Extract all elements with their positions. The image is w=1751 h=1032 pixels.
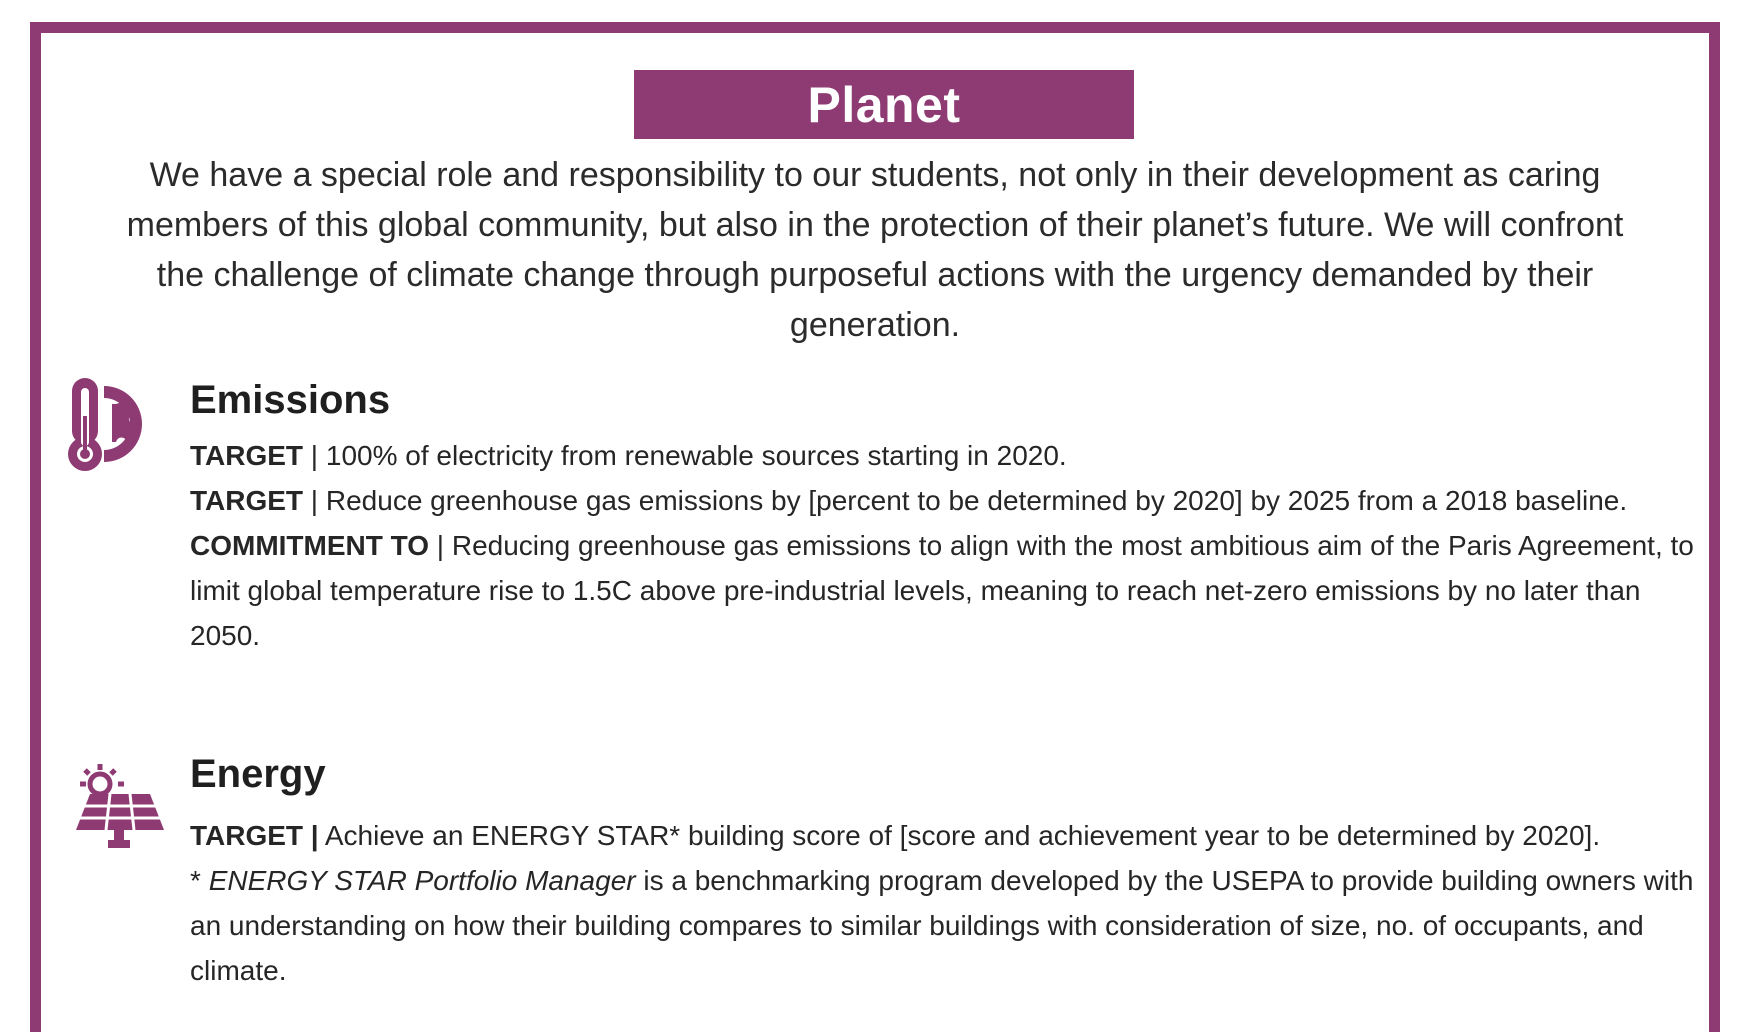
item-label: TARGET: [190, 485, 304, 516]
intro-paragraph: We have a special role and responsibility to our students, not only in their development as caring members of this global community, but also in the protection of their planet’s future. We will confront the challenge of climate change through purposeful actions with the urgency demanded by their generation.: [126, 156, 1624, 344]
item-text: Reducing greenhouse gas emissions to align with the most ambitious aim of the Paris Agreement, to limit global temperature rise to 1.5C above pre-industrial levels, meaning to reach net-zero emissions by no later than 2050.: [190, 530, 1694, 651]
item-separator: |: [303, 440, 326, 471]
footnote-emphasis: ENERGY STAR Portfolio Manager: [208, 865, 636, 896]
item-label: TARGET: [190, 440, 304, 471]
item-text: Reduce greenhouse gas emissions by [percent to be determined by 2020] by 2025 from a 2018 baseline.: [325, 485, 1628, 516]
list-item: [190, 433, 1700, 478]
section-title-energy: Energy: [190, 752, 326, 796]
footnote-text: is a benchmarking program developed by the USEPA to provide building owners with an understanding on how their building compares to similar buildings with consideration of size, no. of occupants, and climate.: [190, 865, 1694, 986]
footnote: [190, 858, 1700, 993]
item-text: Achieve an ENERGY STAR* building score of [score and achievement year to be determined by 2020].: [324, 820, 1601, 851]
item-text: 100% of electricity from renewable sources starting in 2020.: [325, 440, 1067, 471]
list-item: [190, 813, 1700, 858]
emissions-list: [190, 433, 1700, 658]
page-title: Planet: [634, 70, 1134, 139]
thermometer-globe-icon: [68, 376, 168, 476]
item-separator: |: [303, 485, 326, 516]
section-title-emissions: Emissions: [190, 378, 391, 422]
item-label: TARGET |: [190, 820, 319, 851]
item-label: COMMITMENT TO: [190, 530, 430, 561]
item-separator: |: [429, 530, 452, 561]
list-item: [190, 523, 1700, 658]
footnote-prefix: *: [190, 865, 209, 896]
energy-list: [190, 813, 1700, 993]
list-item: [190, 478, 1700, 523]
solar-panel-sun-icon: [68, 762, 168, 852]
